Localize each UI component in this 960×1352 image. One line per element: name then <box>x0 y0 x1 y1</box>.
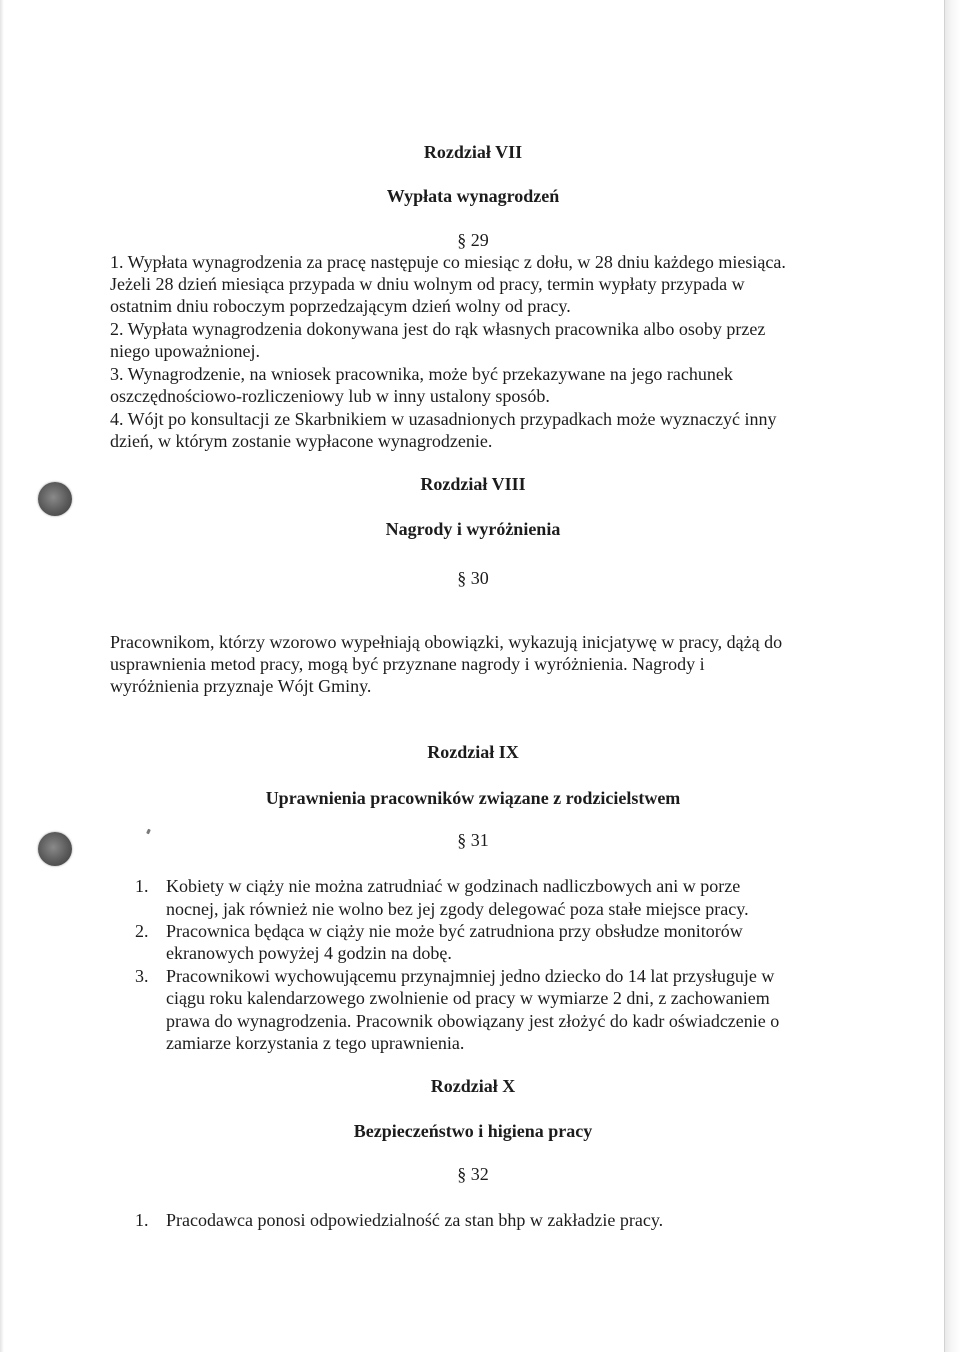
list-item-line: ciągu roku kalendarzowego zwolnienie od pracy w wymiarze 2 dni, z zachowaniem <box>166 988 770 1008</box>
paragraph-29-number: § 29 <box>457 230 489 250</box>
chapter-8-line: wyróżnienia przyznaje Wójt Gminy. <box>110 676 372 696</box>
list-item-line: nocnej, jak również nie wolno bez jej zgody delegować poza stałe miejsce pracy. <box>166 899 749 919</box>
chapter-7-line: 2. Wypłata wynagrodzenia dokonywana jest do rąk własnych pracownika albo osoby przez <box>110 319 766 339</box>
list-item-line: Kobiety w ciąży nie można zatrudniać w godzinach nadliczbowych ani w porze <box>166 876 741 896</box>
list-item-number: 1. <box>135 876 149 896</box>
list-item-line: Pracownikowi wychowującemu przynajmniej jedno dziecko do 14 lat przysługuje w <box>166 966 775 986</box>
chapter-7-line: 3. Wynagrodzenie, na wniosek pracownika, może być przekazywane na jego rachunek <box>110 364 733 384</box>
chapter-8-title: Rozdział VIII <box>420 474 526 494</box>
chapter-7-line: dzień, w którym zostanie wypłacone wynagrodzenie. <box>110 431 493 451</box>
chapter-7-line: ostatnim dniu roboczym poprzedzającym dzień wolny od pracy. <box>110 296 571 316</box>
list-item-line: prawa do wynagrodzenia. Pracownik obowiązany jest złożyć do kadr oświadczenie o <box>166 1011 780 1031</box>
chapter-7-line: niego upoważnionej. <box>110 341 260 361</box>
list-item-line: zamiarze korzystania z tego uprawnienia. <box>166 1033 465 1053</box>
list-item-line: ekranowych powyżej 4 godzin na dobę. <box>166 943 452 963</box>
chapter-8-line: Pracownikom, którzy wzorowo wypełniają obowiązki, wykazują inicjatywę w pracy, dążą do <box>110 632 783 652</box>
chapter-7-line: oszczędnościowo-rozliczeniowy lub w inny ustalony sposób. <box>110 386 550 406</box>
chapter-8-subtitle: Nagrody i wyróżnienia <box>385 519 561 539</box>
list-item-line: Pracownica będąca w ciąży nie może być zatrudniona przy obsłudze monitorów <box>166 921 743 941</box>
chapter-10-title: Rozdział X <box>430 1076 516 1096</box>
chapter-9-title: Rozdział IX <box>427 742 519 762</box>
list-item-number: 1. <box>135 1210 149 1230</box>
chapter-9-subtitle: Uprawnienia pracowników związane z rodzicielstwem <box>265 788 681 808</box>
chapter-7-subtitle: Wypłata wynagrodzeń <box>386 186 560 206</box>
paragraph-32-number: § 32 <box>457 1164 489 1184</box>
chapter-10-subtitle: Bezpieczeństwo i higiena pracy <box>353 1121 593 1141</box>
chapter-7-line: 1. Wypłata wynagrodzenia za pracę następuje co miesiąc z dołu, w 28 dniu każdego miesiąca. <box>110 252 786 272</box>
list-item-number: 2. <box>135 921 149 941</box>
paragraph-30-number: § 30 <box>457 568 489 588</box>
punch-hole-top <box>38 482 72 516</box>
chapter-8-line: usprawnienia metod pracy, mogą być przyznane nagrody i wyróżnienia. Nagrody i <box>110 654 705 674</box>
chapter-7-title: Rozdział VII <box>423 142 523 162</box>
list-item-line: Pracodawca ponosi odpowiedzialność za stan bhp w zakładzie pracy. <box>166 1210 664 1230</box>
chapter-7-line: Jeżeli 28 dzień miesiąca przypada w dniu wolnym od pracy, termin wypłaty przypada w <box>110 274 745 294</box>
paragraph-31-number: § 31 <box>457 830 489 850</box>
punch-hole-bottom <box>38 832 72 866</box>
list-item-number: 3. <box>135 966 149 986</box>
page-right-edge <box>944 0 960 1352</box>
chapter-7-line: 4. Wójt po konsultacji ze Skarbnikiem w uzasadnionych przypadkach może wyznaczyć inny <box>110 409 777 429</box>
page-left-edge <box>0 0 4 1352</box>
